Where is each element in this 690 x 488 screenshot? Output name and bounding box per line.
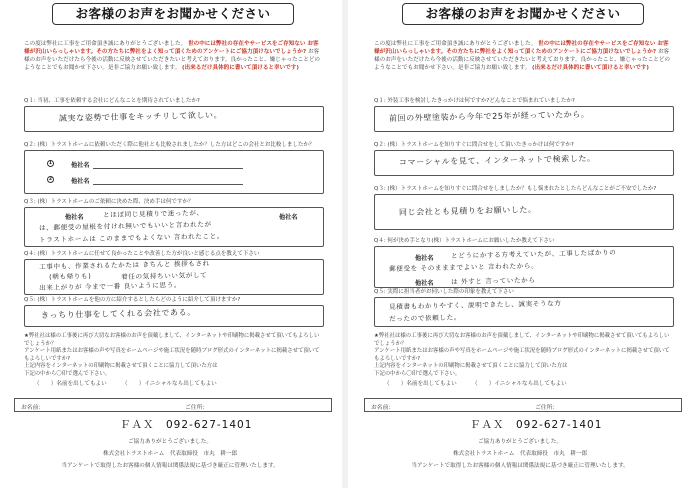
- answer-box-4-right[interactable]: [374, 246, 674, 288]
- publish-notice-right-line-1: ★弊社社は様の工事後に再び大切なお客様のお声を頂戴しまして、インターネットや印刷物に掲載させて頂いてもよろしいでしょうか？: [374, 333, 670, 347]
- thanks-text: ご協力ありがとうございました。: [128, 439, 212, 445]
- answer-box-2[interactable]: [24, 150, 324, 194]
- name-address-box-right[interactable]: [364, 398, 682, 412]
- answer-3-line-3: トラストホームは このままでもよくない 言われたこと。: [38, 232, 225, 244]
- competitor-label-1: 1: [48, 161, 53, 166]
- answer-4-right-line-1: とどうにかする方考えていたが、工事したばかりの: [450, 248, 617, 260]
- competitor-label-right-a: 他社名: [415, 255, 434, 262]
- answer-box-3-right[interactable]: [374, 194, 674, 230]
- intro-text-right: [374, 40, 674, 72]
- page-title: お客様のお声をお聞かせください: [52, 3, 294, 25]
- page-title-right: お客様のお声をお聞かせください: [402, 3, 644, 25]
- survey-page-right: [350, 0, 690, 488]
- intro-lead: この度は弊社に工事をご用命頂き誠にありがとうございました。: [24, 41, 187, 47]
- competitor-label-b: 他社名: [279, 214, 298, 221]
- answer-box-4[interactable]: [24, 259, 324, 295]
- publish-notice: [24, 333, 324, 378]
- publish-notice-right-line-3: 上記内容をインターネットの印刷物に掲載させて頂くことに協力して頂いた方は: [374, 363, 568, 369]
- option-name-ok-right[interactable]: （ ）名前を出してもよい: [384, 381, 457, 387]
- thanks-text-right: ご協力ありがとうございました。: [478, 439, 562, 445]
- name-label-right: お名前：: [371, 405, 395, 411]
- publish-notice-line-2: アンケート用紙またはお客様の声や写真をホームページや施工状況を随時ブログ形式のインターネットに掲載させて頂いてもよろしいですか?: [24, 348, 320, 362]
- answer-box-2-right[interactable]: [374, 150, 674, 176]
- survey-page-left: [0, 0, 340, 488]
- privacy-note: 当アンケートで取得したお客様の個人情報は関係法規に基づき厳正に管理いたします。: [61, 463, 279, 469]
- answer-box-5[interactable]: [24, 305, 324, 327]
- competitor-name-label-1: 他社名: [71, 162, 90, 169]
- competitor-name-label-2: 他社名: [71, 178, 90, 185]
- answer-box-3[interactable]: [24, 207, 324, 247]
- fax-number-right: ＦＡＸ 092-627-1401: [470, 419, 603, 431]
- intro-highlight: 世の中には弊社の存在やサービスをご存知ない お客様が沢山いらっしゃいます。その方たちに弊社をよく知って頂くためのアンケートにご協力頂けないでしょうか?: [24, 41, 319, 55]
- intro-highlight-right: 世の中には弊社の存在やサービスをご存知ない お客様が沢山いらっしゃいます。その方たちに弊社をよく知って頂くためのアンケートにご協力頂けないでしょうか?: [374, 41, 669, 55]
- publish-option-intro-right: 下記の中から〇印で選んで下さい。: [374, 370, 461, 377]
- name-label: お名前：: [21, 405, 45, 411]
- answer-1: 誠実な姿勢で仕事をキッチリして欲しい。: [58, 110, 223, 123]
- competitor-label-2: 2: [48, 177, 53, 182]
- publish-notice-line-3: 上記内容をインターネットの印刷物に掲載させて頂くことに協力して頂いた方は: [24, 363, 218, 369]
- answer-3-line-1: とほぼ同じ見積りで迷ったが、: [102, 208, 204, 219]
- intro-body: お客様のお声をいただけたら今後の活動に反映させていただきたいと考えております。良かったこと、嫌じゃったことどのようなことでもお聞かせ下さい。是非ご協力お願い致します。: [24, 49, 321, 71]
- answer-1-right: 前回の外壁塗装から今年で25年が経っていたから。: [388, 109, 590, 123]
- publish-option-intro: 下記の中から〇印で選んで下さい。: [24, 370, 111, 377]
- question-4-right: Q４: 何が決め手となり(株）トラストホームにお願いしたか教えて下さい: [374, 238, 555, 244]
- answer-box-1[interactable]: [24, 106, 324, 132]
- privacy-note-right: 当アンケートで取得したお客様の個人情報は関係法規に基づき厳正に管理いたします。: [411, 463, 629, 469]
- address-label-right: ご住所：: [535, 405, 559, 411]
- answer-3-right: 同じ会社とも見積りをお願いした。: [398, 205, 537, 217]
- competitor-line-2: [93, 184, 243, 185]
- intro-body-right: お客様のお声をいただけたら今後の活動に反映させていただきたいと考えております。良かったこと、嫌じゃったことどのようなことでもお聞かせ下さい。是非ご協力お願い致します。: [374, 49, 671, 71]
- publish-notice-line-1: ★弊社社は様の工事後に再び大切なお客様のお声を頂戴しまして、インターネットや印刷物に掲載させて頂いてもよろしいでしょうか？: [24, 333, 320, 347]
- answer-5: きっちり仕事をしてくれる会社である。: [40, 307, 196, 320]
- competitor-line-1: [93, 168, 243, 169]
- answer-5-right-line-2: だったので依頼した。: [388, 313, 462, 323]
- intro-note: (出来るだけ具体的に書いて頂けると幸いです): [181, 65, 299, 71]
- question-3: Q３: (株）トラストホームのご依頼に決めた際、決め手は何ですか？: [24, 199, 194, 205]
- answer-5-right-line-1: 見積書もわかりやすく、説明できたし、誠実そうな方: [388, 299, 562, 311]
- company-signature-right: 株式会社トラストホーム 代表取締役 市丸 耕一郎: [452, 451, 588, 457]
- question-4: Q４: (株）トラストホームに任せて良かったことや改善した方が良いと感じる点を教えて下さい: [24, 251, 260, 257]
- page-gutter: [342, 0, 348, 488]
- question-5: Q５: (株）トラストホームを他の方に紹介するとしたらどのように紹介して頂けますか?: [24, 297, 241, 303]
- competitor-label-right-b: 他社名: [415, 280, 434, 287]
- publish-notice-right: [374, 333, 674, 378]
- option-name-ok[interactable]: （ ）名前を出してもよい: [34, 381, 107, 387]
- intro-lead-right: この度は弊社に工事をご用命頂き誠にありがとうございました。: [374, 41, 537, 47]
- answer-box-1-right[interactable]: [374, 106, 674, 132]
- question-5-right: Q５: 実際に担当者がお伺いした際の印象を教えて下さい: [374, 289, 514, 295]
- answer-box-5-right[interactable]: [374, 297, 674, 327]
- question-2: Q２: (株）トラストホームに依頼いただく際に他社とも比較されましたか？した方はどこの会社とお比較しましたか？: [24, 142, 315, 148]
- intro-text: [24, 40, 324, 72]
- answer-4-line-2: (朝も帰りも): [48, 272, 92, 281]
- competitor-label-a: 他社名: [65, 214, 84, 221]
- answer-4-line-4: 出来上がりが 今まで一番 良いように思う。: [38, 281, 182, 292]
- answer-4-line-1: 工事中も、作業されるたかたは きちんと 挨拶もされ: [38, 259, 210, 271]
- question-1-right: Q１: 外装工事を検討したきっかけは何ですか?どんなことで悩まれていましたか?: [374, 98, 575, 104]
- question-1: Q１: 当初、工事を依頼する会社にどんなことを期待されていましたか?: [24, 98, 200, 104]
- option-initial-ok-right[interactable]: （ ）イニシャルなら出してもよい: [472, 381, 567, 387]
- question-2-right: Q２: (株）トラストホームを知りすぐに問合せをして頂いたきっかけは何ですか?: [374, 142, 574, 148]
- company-signature: 株式会社トラストホーム 代表取締役 市丸 耕一郎: [102, 451, 238, 457]
- answer-4-line-3: 着任の気持ちいい気がして: [120, 271, 208, 281]
- answer-4-right-line-2: 郵便受を そのまままでよいと 言われたから。: [388, 261, 539, 273]
- address-label: ご住所：: [185, 405, 209, 411]
- answer-4-right-line-3: は 外すと 言っていたから: [450, 276, 536, 286]
- answer-3-line-2: は、郵便受の屋根を付けれ無いでもいいと言われたが: [38, 220, 212, 232]
- publish-notice-right-line-2: アンケート用紙またはお客様の声や写真をホームページや施工状況を随時ブログ形式のインターネットに掲載させて頂いてもよろしいですか?: [374, 348, 670, 362]
- fax-number: ＦＡＸ 092-627-1401: [120, 419, 253, 431]
- question-3-right: Q３: (株）トラストホームを知りすぐに問合せをしましたか？もし悩まれたとしたらどんなことがご不安でしたか?: [374, 186, 657, 192]
- answer-2-right: コマーシャルを見て、インターネットで検索した。: [398, 153, 596, 167]
- name-address-box[interactable]: [14, 398, 332, 412]
- option-initial-ok[interactable]: （ ）イニシャルなら出してもよい: [122, 381, 217, 387]
- intro-note-right: (出来るだけ具体的に書いて頂けると幸いです): [531, 65, 649, 71]
